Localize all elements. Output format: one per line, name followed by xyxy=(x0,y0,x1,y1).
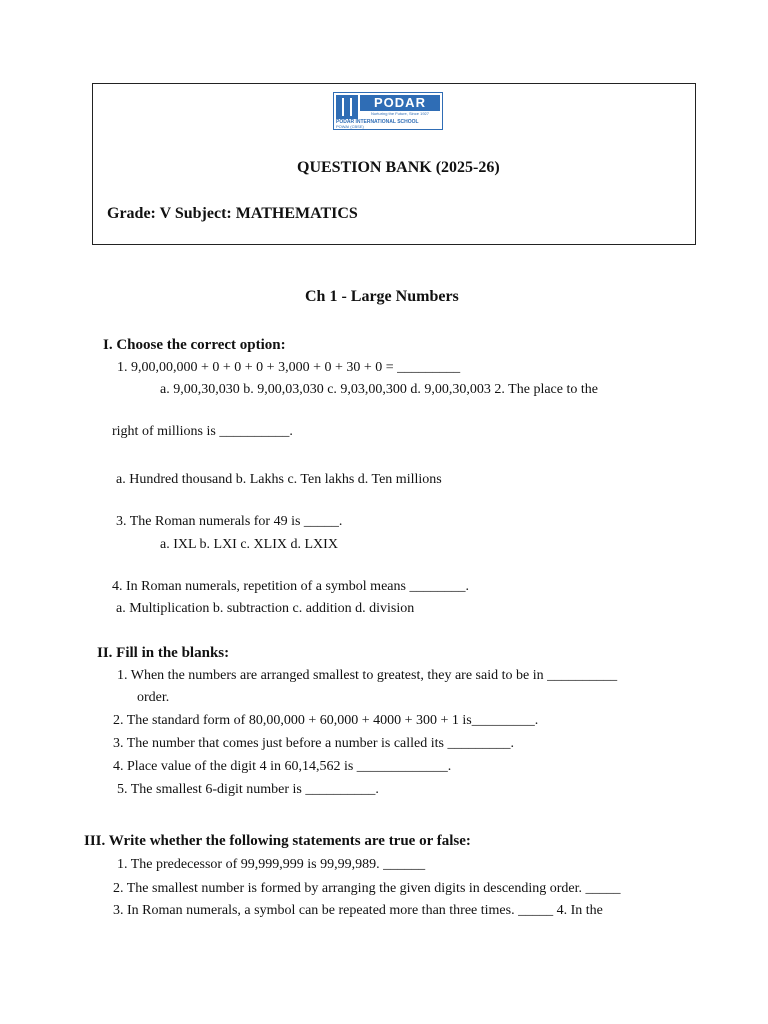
question-line: 3. The number that comes just before a number is called its _________. xyxy=(113,736,514,751)
question-line: 4. In Roman numerals, repetition of a symbol means ________. xyxy=(112,579,469,594)
question-line: 2. The smallest number is formed by arranging the given digits in descending order. _____ xyxy=(113,881,621,896)
question-line: a. Multiplication b. subtraction c. addition d. division xyxy=(116,601,415,616)
chapter-title: Ch 1 - Large Numbers xyxy=(305,288,459,305)
question-line: right of millions is __________. xyxy=(112,424,293,439)
tree-emblem-icon xyxy=(336,95,358,119)
question-line: 2. The standard form of 80,00,000 + 60,000 + 4000 + 300 + 1 is_________. xyxy=(113,713,539,728)
question-line: 4. Place value of the digit 4 in 60,14,562 is _____________. xyxy=(113,759,452,774)
section-heading: I. Choose the correct option: xyxy=(103,337,286,353)
question-line: 5. The smallest 6-digit number is __________. xyxy=(117,782,379,797)
question-line: 1. When the numbers are arranged smallest to greatest, they are said to be in __________ xyxy=(117,668,618,683)
logo-brand: PODAR xyxy=(360,95,440,111)
section-heading: III. Write whether the following statements are true or false: xyxy=(84,833,471,849)
logo-place: POWAI (CBSE) xyxy=(336,124,364,129)
question-line: a. 9,00,30,030 b. 9,00,03,030 c. 9,03,00,300 d. 9,00,30,003 2. The place to the xyxy=(160,382,598,397)
question-line: a. Hundred thousand b. Lakhs c. Ten lakhs d. Ten millions xyxy=(116,472,442,487)
question-line: 3. In Roman numerals, a symbol can be repeated more than three times. _____ 4. In the xyxy=(113,903,603,918)
question-line: 1. The predecessor of 99,999,999 is 99,99,989. ______ xyxy=(117,857,426,872)
question-line: 3. The Roman numerals for 49 is _____. xyxy=(116,514,343,529)
question-line: a. IXL b. LXI c. XLIX d. LXIX xyxy=(160,537,338,552)
logo-school-name: PODAR INTERNATIONAL SCHOOL xyxy=(336,119,419,125)
logo-tagline: Nurturing the Future, Since 1927 xyxy=(370,111,430,116)
school-logo xyxy=(333,92,443,130)
section-heading: II. Fill in the blanks: xyxy=(97,645,230,661)
grade-subject: Grade: V Subject: MATHEMATICS xyxy=(107,205,358,222)
question-line: order. xyxy=(137,690,170,705)
document-title: QUESTION BANK (2025-26) xyxy=(297,159,500,176)
question-line: 1. 9,00,00,000 + 0 + 0 + 0 + 3,000 + 0 + 30 + 0 = _________ xyxy=(117,360,461,375)
